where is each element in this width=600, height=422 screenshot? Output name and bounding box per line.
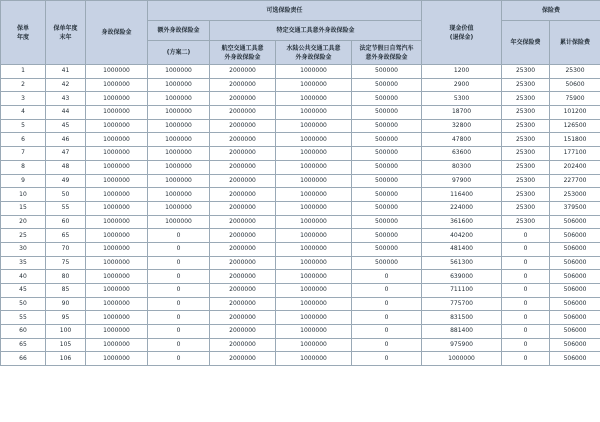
cell-holiday-car: 0 [352,311,422,325]
cell-age: 49 [46,174,86,188]
cell-cash-value: 1200 [422,65,502,79]
table-row [1,325,600,339]
cell-policy-year: 55 [1,311,46,325]
cell-extra-death: 1000000 [148,133,210,147]
cell-annual-premium: 25300 [502,215,550,229]
cell-annual-premium: 25300 [502,78,550,92]
cell-aviation: 2000000 [210,188,276,202]
cell-cumulative-premium: 126500 [550,119,600,133]
cell-aviation: 2000000 [210,242,276,256]
cell-cash-value: 1000000 [422,352,502,366]
cell-holiday-car: 500000 [352,147,422,161]
cell-cash-value: 975900 [422,338,502,352]
cell-death-benefit: 1000000 [86,160,148,174]
header-age-end: 保单年度 末年 [46,1,86,65]
cell-age: 105 [46,338,86,352]
header-special-transport: 特定交通工具意外身故保险金 [210,21,422,41]
cell-cash-value: 47800 [422,133,502,147]
cell-age: 65 [46,229,86,243]
cell-death-benefit: 1000000 [86,352,148,366]
cell-land-water: 1000000 [276,325,352,339]
cell-annual-premium: 25300 [502,106,550,120]
header-holiday-car: 法定节假日自驾汽车 意外身故保险金 [352,41,422,65]
cell-age: 60 [46,215,86,229]
cell-death-benefit: 1000000 [86,133,148,147]
cell-extra-death: 1000000 [148,160,210,174]
cell-holiday-car: 500000 [352,78,422,92]
cell-cash-value: 2900 [422,78,502,92]
cell-death-benefit: 1000000 [86,325,148,339]
cell-age: 41 [46,65,86,79]
cell-annual-premium: 0 [502,338,550,352]
cell-cumulative-premium: 101200 [550,106,600,120]
cell-aviation: 2000000 [210,338,276,352]
cell-cumulative-premium: 506000 [550,352,600,366]
cell-extra-death: 1000000 [148,78,210,92]
cell-land-water: 1000000 [276,242,352,256]
cell-policy-year: 30 [1,242,46,256]
cell-holiday-car: 500000 [352,65,422,79]
cell-policy-year: 10 [1,188,46,202]
cell-age: 45 [46,119,86,133]
cell-cash-value: 711100 [422,284,502,298]
cell-death-benefit: 1000000 [86,174,148,188]
cell-annual-premium: 25300 [502,119,550,133]
cell-death-benefit: 1000000 [86,201,148,215]
cell-cash-value: 481400 [422,242,502,256]
cell-policy-year: 6 [1,133,46,147]
cell-age: 44 [46,106,86,120]
cell-annual-premium: 25300 [502,174,550,188]
cell-extra-death: 1000000 [148,92,210,106]
cell-cumulative-premium: 50600 [550,78,600,92]
cell-death-benefit: 1000000 [86,270,148,284]
cell-cumulative-premium: 506000 [550,256,600,270]
cell-extra-death: 1000000 [148,65,210,79]
cell-age: 75 [46,256,86,270]
cell-cash-value: 561300 [422,256,502,270]
cell-cash-value: 361600 [422,215,502,229]
cell-policy-year: 5 [1,119,46,133]
cell-annual-premium: 25300 [502,201,550,215]
cell-policy-year: 1 [1,65,46,79]
cell-holiday-car: 500000 [352,229,422,243]
cell-land-water: 1000000 [276,147,352,161]
cell-cash-value: 63600 [422,147,502,161]
cell-age: 55 [46,201,86,215]
cell-death-benefit: 1000000 [86,338,148,352]
cell-annual-premium: 25300 [502,133,550,147]
cell-cash-value: 18700 [422,106,502,120]
cell-cumulative-premium: 202400 [550,160,600,174]
cell-land-water: 1000000 [276,65,352,79]
cell-cumulative-premium: 227700 [550,174,600,188]
header-death-benefit: 身故保险金 [86,1,148,65]
cell-policy-year: 25 [1,229,46,243]
cell-annual-premium: 25300 [502,65,550,79]
cell-death-benefit: 1000000 [86,92,148,106]
cell-aviation: 2000000 [210,270,276,284]
cell-extra-death: 1000000 [148,119,210,133]
cell-holiday-car: 500000 [352,160,422,174]
cell-cash-value: 116400 [422,188,502,202]
cell-aviation: 2000000 [210,65,276,79]
cell-aviation: 2000000 [210,92,276,106]
cell-aviation: 2000000 [210,311,276,325]
cell-annual-premium: 0 [502,352,550,366]
table-body [1,65,600,366]
cell-death-benefit: 1000000 [86,297,148,311]
cell-holiday-car: 500000 [352,133,422,147]
cell-aviation: 2000000 [210,284,276,298]
cell-policy-year: 3 [1,92,46,106]
cell-cumulative-premium: 506000 [550,284,600,298]
cell-aviation: 2000000 [210,352,276,366]
table-row [1,201,600,215]
table-row [1,92,600,106]
cell-cumulative-premium: 506000 [550,297,600,311]
cell-annual-premium: 0 [502,229,550,243]
table-row [1,188,600,202]
cell-age: 42 [46,78,86,92]
header-annual-premium: 年交保险费 [502,21,550,65]
cell-policy-year: 2 [1,78,46,92]
cell-extra-death: 0 [148,297,210,311]
cell-age: 48 [46,160,86,174]
table-row [1,106,600,120]
cell-land-water: 1000000 [276,311,352,325]
cell-death-benefit: 1000000 [86,215,148,229]
cell-policy-year: 35 [1,256,46,270]
cell-cumulative-premium: 506000 [550,338,600,352]
cell-extra-death: 1000000 [148,147,210,161]
cell-cumulative-premium: 506000 [550,311,600,325]
cell-annual-premium: 0 [502,270,550,284]
cell-cumulative-premium: 506000 [550,215,600,229]
cell-cash-value: 881400 [422,325,502,339]
cell-holiday-car: 0 [352,270,422,284]
cell-land-water: 1000000 [276,229,352,243]
cell-aviation: 2000000 [210,174,276,188]
cell-aviation: 2000000 [210,106,276,120]
cell-cash-value: 80300 [422,160,502,174]
cell-death-benefit: 1000000 [86,229,148,243]
cell-policy-year: 60 [1,325,46,339]
table-row [1,119,600,133]
cell-cash-value: 224000 [422,201,502,215]
header-optional: 可选保险责任 [148,1,422,21]
cell-cash-value: 831500 [422,311,502,325]
cell-annual-premium: 0 [502,325,550,339]
cell-policy-year: 7 [1,147,46,161]
cell-aviation: 2000000 [210,133,276,147]
cell-holiday-car: 500000 [352,119,422,133]
cell-land-water: 1000000 [276,78,352,92]
cell-death-benefit: 1000000 [86,147,148,161]
cell-land-water: 1000000 [276,188,352,202]
cell-cumulative-premium: 506000 [550,325,600,339]
cell-land-water: 1000000 [276,215,352,229]
cell-policy-year: 15 [1,201,46,215]
cell-aviation: 2000000 [210,119,276,133]
cell-cash-value: 775700 [422,297,502,311]
table-row [1,270,600,284]
cell-annual-premium: 0 [502,297,550,311]
cell-death-benefit: 1000000 [86,106,148,120]
cell-holiday-car: 500000 [352,106,422,120]
cell-annual-premium: 25300 [502,147,550,161]
cell-extra-death: 0 [148,352,210,366]
table-header [1,1,600,65]
cell-land-water: 1000000 [276,119,352,133]
cell-annual-premium: 0 [502,311,550,325]
cell-age: 70 [46,242,86,256]
cell-age: 100 [46,325,86,339]
cell-cash-value: 404200 [422,229,502,243]
cell-death-benefit: 1000000 [86,311,148,325]
cell-policy-year: 9 [1,174,46,188]
cell-holiday-car: 0 [352,352,422,366]
cell-extra-death: 0 [148,338,210,352]
cell-cumulative-premium: 151800 [550,133,600,147]
cell-cumulative-premium: 506000 [550,270,600,284]
cell-annual-premium: 25300 [502,188,550,202]
cell-land-water: 1000000 [276,284,352,298]
cell-aviation: 2000000 [210,229,276,243]
table-row [1,229,600,243]
cell-death-benefit: 1000000 [86,242,148,256]
cell-holiday-car: 500000 [352,242,422,256]
cell-holiday-car: 0 [352,338,422,352]
cell-cash-value: 97900 [422,174,502,188]
cell-extra-death: 1000000 [148,174,210,188]
cell-cumulative-premium: 506000 [550,229,600,243]
cell-land-water: 1000000 [276,338,352,352]
cell-age: 95 [46,311,86,325]
cell-extra-death: 1000000 [148,188,210,202]
cell-cumulative-premium: 506000 [550,242,600,256]
cell-cash-value: 639000 [422,270,502,284]
cell-holiday-car: 0 [352,297,422,311]
cell-cumulative-premium: 177100 [550,147,600,161]
cell-holiday-car: 500000 [352,92,422,106]
cell-death-benefit: 1000000 [86,78,148,92]
cell-holiday-car: 500000 [352,256,422,270]
cell-aviation: 2000000 [210,147,276,161]
cell-aviation: 2000000 [210,201,276,215]
cell-holiday-car: 500000 [352,174,422,188]
table-row [1,352,600,366]
table-row [1,147,600,161]
cell-extra-death: 1000000 [148,215,210,229]
cell-land-water: 1000000 [276,270,352,284]
cell-extra-death: 0 [148,311,210,325]
cell-age: 85 [46,284,86,298]
cell-extra-death: 0 [148,325,210,339]
cell-holiday-car: 500000 [352,188,422,202]
header-plan-two: (方案二) [148,41,210,65]
cell-cash-value: 32800 [422,119,502,133]
cell-policy-year: 65 [1,338,46,352]
cell-land-water: 1000000 [276,256,352,270]
cell-age: 46 [46,133,86,147]
cell-land-water: 1000000 [276,133,352,147]
cell-death-benefit: 1000000 [86,284,148,298]
cell-policy-year: 45 [1,284,46,298]
cell-age: 90 [46,297,86,311]
cell-aviation: 2000000 [210,256,276,270]
table-row [1,78,600,92]
cell-death-benefit: 1000000 [86,119,148,133]
table-row [1,160,600,174]
cell-land-water: 1000000 [276,160,352,174]
cell-holiday-car: 0 [352,284,422,298]
cell-death-benefit: 1000000 [86,188,148,202]
header-land-water: 水陆公共交通工具意 外身故保险金 [276,41,352,65]
cell-age: 50 [46,188,86,202]
cell-cumulative-premium: 25300 [550,65,600,79]
cell-holiday-car: 500000 [352,215,422,229]
table-row [1,215,600,229]
cell-aviation: 2000000 [210,215,276,229]
cell-aviation: 2000000 [210,78,276,92]
cell-age: 106 [46,352,86,366]
cell-aviation: 2000000 [210,325,276,339]
cell-policy-year: 66 [1,352,46,366]
cell-age: 80 [46,270,86,284]
cell-land-water: 1000000 [276,106,352,120]
cell-extra-death: 0 [148,284,210,298]
cell-death-benefit: 1000000 [86,65,148,79]
table-row [1,297,600,311]
cell-cash-value: 5300 [422,92,502,106]
table-row [1,174,600,188]
header-extra-death: 额外身故保险金 [148,21,210,41]
header-policy-year: 保单 年度 [1,1,46,65]
table-row [1,65,600,79]
table-row [1,338,600,352]
cell-cumulative-premium: 75900 [550,92,600,106]
cell-cumulative-premium: 379500 [550,201,600,215]
table-row [1,311,600,325]
cell-policy-year: 50 [1,297,46,311]
cell-extra-death: 1000000 [148,106,210,120]
table-row [1,242,600,256]
cell-land-water: 1000000 [276,297,352,311]
cell-annual-premium: 0 [502,256,550,270]
cell-annual-premium: 0 [502,242,550,256]
cell-annual-premium: 0 [502,284,550,298]
cell-land-water: 1000000 [276,352,352,366]
cell-extra-death: 0 [148,256,210,270]
cell-policy-year: 40 [1,270,46,284]
cell-land-water: 1000000 [276,201,352,215]
cell-extra-death: 1000000 [148,201,210,215]
cell-annual-premium: 25300 [502,92,550,106]
cell-policy-year: 4 [1,106,46,120]
header-premium: 保险费 [502,1,600,21]
cell-policy-year: 20 [1,215,46,229]
cell-age: 47 [46,147,86,161]
cell-extra-death: 0 [148,270,210,284]
cell-extra-death: 0 [148,242,210,256]
cell-aviation: 2000000 [210,297,276,311]
table-row [1,133,600,147]
header-aviation: 航空交通工具意 外身故保险金 [210,41,276,65]
cell-extra-death: 0 [148,229,210,243]
cell-land-water: 1000000 [276,174,352,188]
cell-holiday-car: 500000 [352,201,422,215]
cell-cumulative-premium: 253000 [550,188,600,202]
cell-annual-premium: 25300 [502,160,550,174]
table-row [1,256,600,270]
header-cumulative-premium: 累计保险费 [550,21,600,65]
cell-death-benefit: 1000000 [86,256,148,270]
cell-age: 43 [46,92,86,106]
cell-aviation: 2000000 [210,160,276,174]
cell-policy-year: 8 [1,160,46,174]
cell-holiday-car: 0 [352,325,422,339]
table-row [1,284,600,298]
header-cash-value: 现金价值 (退保金) [422,1,502,65]
cell-land-water: 1000000 [276,92,352,106]
